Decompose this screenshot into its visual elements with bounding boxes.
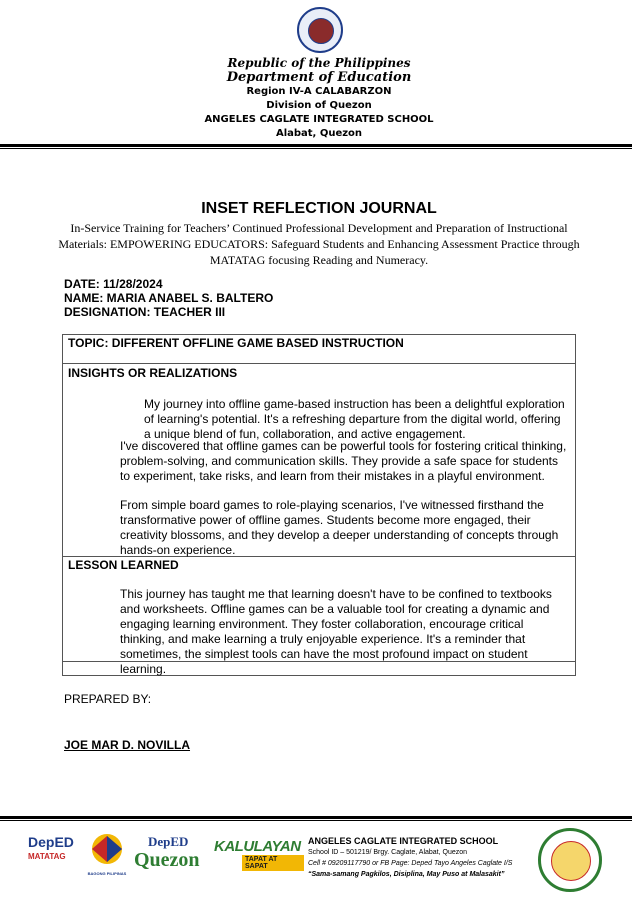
footer-school-name: ANGELES CAGLATE INTEGRATED SCHOOL — [308, 836, 499, 846]
insights-paragraph-3: From simple board games to role-playing scenarios, I've witnessed firsthand the transformative power of offline games. Students become more engaged, their creativity blossoms, and they develop a deeper understanding of concepts through hands-on experience. — [120, 498, 559, 557]
footer-contact: Cell # 09209117790 or FB Page: Deped Tayo Angeles Caglate I/S — [308, 860, 513, 867]
header-divider — [0, 144, 632, 147]
insights-heading: INSIGHTS OR REALIZATIONS — [68, 366, 238, 380]
table-divider — [62, 363, 576, 364]
deped-quezon-top-text: DepED — [148, 834, 189, 849]
header-division: Division of Quezon — [266, 100, 372, 111]
preparer-name: JOE MAR D. NOVILLA — [64, 738, 191, 752]
deped-logo-text: DepED — [28, 834, 74, 850]
lesson-heading: LESSON LEARNED — [68, 558, 179, 572]
page-title: INSET REFLECTION JOURNAL — [201, 200, 437, 217]
insights-paragraph-2: I've discovered that offline games can be powerful tools for fostering critical thinking, problem-solving, and communication skills. They provide a safe space for students to experiment, take risks, and learn from their mistakes in a playful environment. — [120, 439, 567, 483]
bagong-pilipinas-text: BAGONG PILIPINAS — [87, 871, 127, 876]
matatag-logo-text: MATATAG — [28, 852, 66, 861]
header-republic: Republic of the Philippines — [227, 56, 411, 70]
kalulayan-bottom-text: TAPAT AT SAPAT — [242, 855, 304, 871]
insights-paragraph-1: My journey into offline game-based instruction has been a delightful exploration of learning's potential. It's a refreshing departure from the digital world, offering a unique blend of fun, collaboration, and active engagement. — [144, 397, 565, 441]
deped-quezon-bottom-text: Quezon — [134, 849, 200, 871]
page-subtitle: In-Service Training for Teachers’ Continued Professional Development and Preparation of Instructional Materials: EMPOWERING EDUCATORS: Safeguard Students and Enhancing Assessment Practice through MATATAG focusing Reading and Numeracy. — [58, 221, 580, 267]
lesson-paragraph: This journey has taught me that learning doesn't have to be confined to textbooks and worksheets. Offline games can be a valuable tool for creating a dynamic and engaging learning environment. They foster collaboration, encourage critical thinking, and make learning a truly enjoyable experience. It's a reminder that sometimes, the simplest tools can have the most profound impact on student learning. — [120, 587, 552, 676]
footer-school-id: School ID – 501219/ Brgy. Caglate, Alabat, Quezon — [308, 849, 468, 856]
prepared-by-label: PREPARED BY: — [64, 692, 152, 706]
kalulayan-top-text: KALULAYAN — [214, 838, 301, 855]
meta-date: DATE: 11/28/2024 — [64, 277, 163, 291]
kalulayan-logo — [214, 838, 304, 874]
meta-name: NAME: MARIA ANABEL S. BALTERO — [64, 291, 274, 305]
deped-quezon-logo — [134, 834, 210, 876]
header-location: Alabat, Quezon — [275, 128, 363, 139]
meta-designation: DESIGNATION: TEACHER III — [64, 305, 226, 319]
footer-motto: “Sama-samang Pagkilos, Disiplina, May Puso at Malasakit” — [308, 871, 505, 878]
deped-matatag-logo — [28, 834, 78, 874]
header-divider-thin — [0, 148, 632, 149]
header-school: ANGELES CAGLATE INTEGRATED SCHOOL — [204, 114, 434, 125]
school-seal-logo — [538, 828, 602, 892]
deped-seal-logo — [297, 7, 343, 53]
header-region: Region IV-A CALABARZON — [246, 86, 392, 97]
topic-heading: TOPIC: DIFFERENT OFFLINE GAME BASED INSTRUCTION — [68, 336, 404, 350]
footer-divider-thin — [0, 820, 632, 821]
footer-divider — [0, 816, 632, 819]
bagong-pilipinas-logo — [84, 832, 130, 878]
header-department: Department of Education — [226, 70, 412, 85]
